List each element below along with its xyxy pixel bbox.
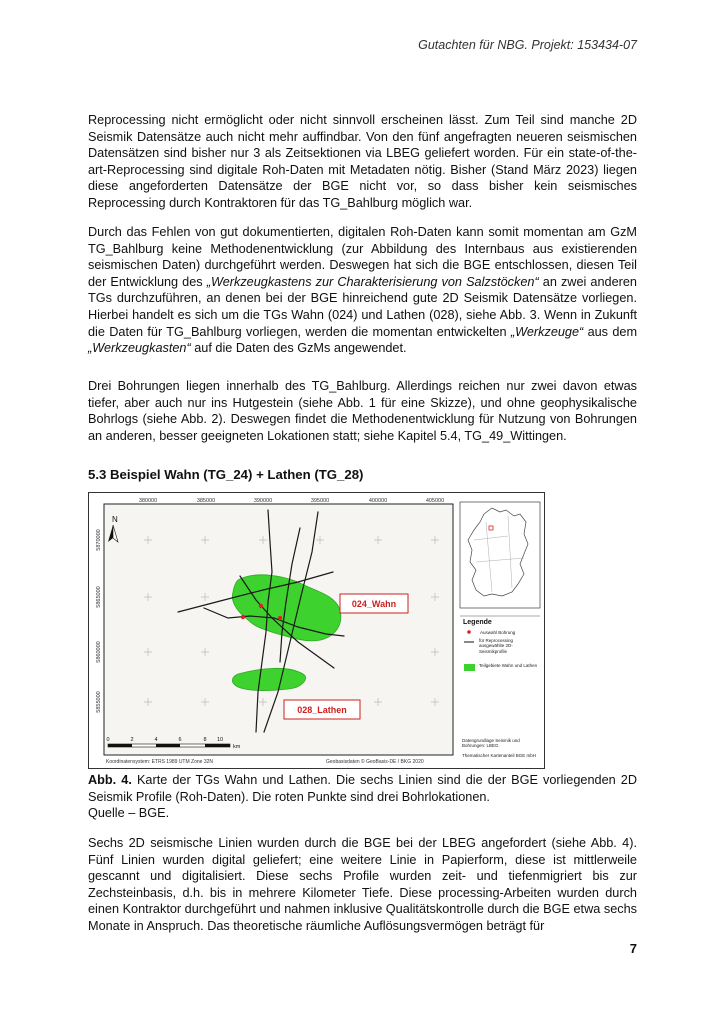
- italic-phrase: „Werkzeugkasten“: [88, 341, 191, 356]
- svg-text:8: 8: [203, 737, 207, 743]
- paragraph-1: Reprocessing nicht ermöglicht oder nicht sinnvoll erscheinen lässt. Zum Teil sind manche 2D Seismik Datensätze auch nicht mehr auffindbar. Von den fünf angefragten neueren seismischen Datensätzen sind bisher nur 3 als Zeitsektionen via LBEG geliefert worden. Für ein state-of-the-art-Reprocessing sind digitale Roh-Daten mit Metadaten nötig. Bisher (Stand März 2023) liegen diese angeforderten Datensätze der BGE nicht vor, so dass bisher kein seismisches Reprocessing durch Kontraktoren für das TG_Bahlburg möglich war.: [88, 113, 637, 210]
- caption-label: Abb. 4.: [88, 773, 132, 787]
- italic-phrase: „Werkzeugkastens zur Charakterisierung von Salzstöcken“: [206, 274, 539, 289]
- y-tick: 5865000: [96, 586, 102, 608]
- svg-text:10: 10: [216, 737, 224, 743]
- paragraph-2: Durch das Fehlen von gut dokumentierten, digitalen Roh-Daten kann somit momentan am GzM TG_Bahlburg keine Methodenentwicklung (zur Abbildung des Internbaus aus existierenden seismischen Daten) durchgeführt werden. Deswegen hat sich die BGE entschlossen, diesen Teil der Entwicklung des „Werkzeugkastens zur Charakterisierung von Salzstöcken“ an zwei anderen TGs durchzuführen, an denen bei der BGE hinreichend gute 2D Seismik Datensätze vorliegen. Hierbei handelt es sich um die TGs Wahn (024) und Lathen (028), siehe Abb. 3. Wenn in Zukunft die Daten für TG_Bahlburg vorliegen, werden die momentan entwickelten „Werkzeuge“ aus dem „Werkzeugkasten“ auf die Daten des GzMs angewendet.: [88, 225, 638, 356]
- x-tick: 400000: [368, 498, 388, 504]
- crs-note: Koordinatensystem: ETRS 1989 UTM Zone 32N: [106, 759, 213, 765]
- svg-text:4: 4: [154, 737, 158, 743]
- paragraph-3: Drei Bohrungen liegen innerhalb des TG_Bahlburg. Allerdings reichen nur zwei davon etwas tiefer, aber auch nur ins Hutgestein (siehe Abb. 1 für eine Skizze), und ohne geophysikalische Bohrlogs (siehe Abb. 2). Deswegen findet die Methodenentwicklung für Nutzung von Bohrungen an anderen, besser geeigneten Lokationen statt; siehe Kapitel 5.4, TG_49_Wittingen.: [88, 379, 637, 443]
- figure-caption: Abb. 4. Karte der TGs Wahn und Lathen. Die sechs Linien sind die der BGE vorliegenden 2D Seismik Profile (Roh-Daten). Die roten Punkte sind drei Bohrlokationen. Quelle – BGE.: [88, 773, 637, 821]
- svg-text:Auswahl Bohrung: Auswahl Bohrung: [480, 630, 516, 635]
- y-tick: 5870000: [96, 529, 102, 551]
- svg-text:0: 0: [106, 737, 110, 743]
- label-wahn: 024_Wahn: [351, 599, 397, 609]
- y-tick: 5860000: [96, 641, 102, 663]
- x-tick: 385000: [196, 498, 216, 504]
- borehole-point: [241, 615, 245, 619]
- north-label: N: [112, 515, 118, 524]
- page-header: Gutachten für NBG. Projekt: 153434-07: [418, 38, 637, 52]
- map-figure: 380000 385000 390000 395000 400000 405000 5870000 5865000 5860000 5855000 N 024_Wahn 028_Lathen 0 2 4 6 8 10 km Koordinatensystem: ETRS 1989 UTM Zone 32N Geobasisdaten © GeoBasis-DE / BKG 2020 Legende Auswahl Bohrung für Reprocessing ausgewählte 2D-Seismikprofile Teilgebiete Wahn und Lathen Datengrundlage Seismik und Bohrungen: LBEG Thematischer Kartenanteil BGE mbH: [88, 492, 545, 769]
- italic-phrase: „Werkzeuge“: [510, 324, 584, 339]
- page-number: 7: [629, 941, 637, 956]
- label-lathen: 028_Lathen: [297, 705, 347, 715]
- source-note: Geobasisdaten © GeoBasis-DE / BKG 2020: [326, 759, 424, 765]
- x-tick: 395000: [310, 498, 330, 504]
- y-tick: 5855000: [96, 691, 102, 713]
- caption-source: Quelle – BGE.: [88, 806, 170, 821]
- svg-text:km: km: [233, 744, 241, 750]
- x-tick: 390000: [253, 498, 273, 504]
- svg-text:2: 2: [130, 737, 134, 743]
- legend-title: Legende: [463, 619, 492, 626]
- section-heading: 5.3 Beispiel Wahn (TG_24) + Lathen (TG_28): [88, 467, 364, 482]
- x-tick: 380000: [138, 498, 158, 504]
- paragraph-4: Sechs 2D seismische Linien wurden durch die BGE bei der LBEG angefordert (siehe Abb. 4). Fünf Linien wurden digital geliefert; eine weitere Linie in Papierform, diese ist mittlerweile gescannt und digitalisiert. Diese sechs Profile wurden zeit- und tiefenmigriert bis zur Zechsteinbasis, d.h. bis in mehrere Kilometer Tiefe. Diese processing-Arbeiten wurden durch einen Kontraktor durchgeführt und nahmen inklusive Qualitätskontrolle durch die BGE etwa sechs Monate in Anspruch. Das theoretische räumliche Auflösungsvermögen beträgt für: [88, 836, 637, 933]
- borehole-point: [259, 604, 263, 608]
- x-tick: 405000: [425, 498, 445, 504]
- borehole-point: [278, 616, 282, 620]
- svg-text:6: 6: [178, 737, 182, 743]
